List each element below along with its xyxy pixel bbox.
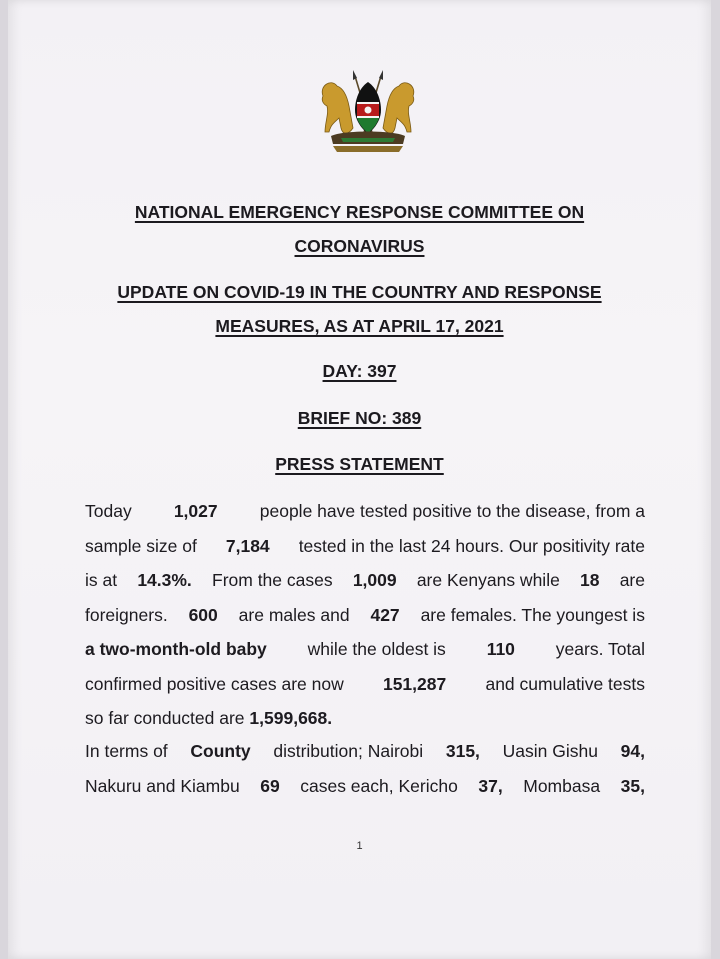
- text-span: is at: [85, 570, 118, 590]
- paragraph-line: [85, 563, 645, 598]
- text-span: Nakuru and Kiambu: [85, 775, 240, 796]
- text-span: confirmed positive cases are now: [85, 673, 344, 694]
- kenyans-value: 1,009: [352, 570, 397, 590]
- text-span: and cumulative tests: [485, 673, 645, 694]
- committee-heading-line1: NATIONAL EMERGENCY RESPONSE COMMITTEE ON: [134, 202, 585, 222]
- paragraph-line: [85, 494, 645, 529]
- paragraph-line: [85, 598, 645, 633]
- statement-paragraph: [85, 494, 645, 736]
- paragraph-line: [85, 769, 645, 804]
- total-cases-value: 151,287: [382, 673, 447, 694]
- nakuru-kiambu-value: 69: [260, 775, 280, 796]
- page-number: 1: [356, 840, 363, 852]
- text-span: are Kenyans while: [416, 570, 560, 590]
- coat-of-arms-icon: [313, 66, 423, 154]
- text-span: distribution; Nairobi: [273, 741, 424, 761]
- text-span: so far conducted are: [85, 708, 245, 728]
- nairobi-value: 315,: [445, 741, 480, 761]
- kericho-value: 37,: [478, 775, 503, 796]
- committee-heading-line2: CORONAVIRUS: [294, 236, 425, 256]
- text-span: Uasin Gishu: [502, 741, 598, 761]
- youngest-value: a two-month-old baby: [85, 639, 267, 659]
- new-cases-value: 1,027: [173, 501, 218, 521]
- text-span: Today: [85, 501, 132, 521]
- cumulative-tests-value: 1,599,668.: [249, 708, 333, 728]
- mombasa-value: 35,: [620, 775, 645, 796]
- foreigners-value: 18: [580, 570, 600, 590]
- text-span: people have tested positive to the disease, from a: [259, 501, 645, 521]
- oldest-value: 110: [486, 639, 515, 659]
- paragraph-line: [85, 701, 645, 736]
- text-span: From the cases: [212, 570, 333, 590]
- text-span: foreigners.: [85, 604, 168, 625]
- document-page: [8, 0, 711, 959]
- text-span: tested in the last 24 hours. Our positivity rate: [298, 535, 645, 556]
- update-heading-line2: MEASURES, AS AT APRIL 17, 2021: [215, 316, 504, 336]
- paragraph-line: [85, 734, 645, 769]
- text-span: years. Total: [555, 639, 645, 659]
- sample-size-value: 7,184: [225, 535, 270, 556]
- text-span: are males and: [238, 604, 350, 625]
- day-heading: DAY: 397: [322, 361, 397, 381]
- paragraph-line: [85, 667, 645, 702]
- males-value: 600: [188, 604, 218, 625]
- text-span: sample size of: [85, 535, 197, 556]
- paragraph-line: [85, 529, 645, 564]
- press-statement-heading: PRESS STATEMENT: [275, 454, 444, 474]
- text-span: are females. The youngest is: [420, 604, 645, 625]
- positivity-rate-value: 14.3%.: [137, 570, 192, 590]
- text-span: In terms of: [85, 741, 168, 761]
- females-value: 427: [370, 604, 400, 625]
- text-span: while the oldest is: [307, 639, 446, 659]
- text-span: cases each, Kericho: [300, 775, 458, 796]
- update-heading-line1: UPDATE ON COVID-19 IN THE COUNTRY AND RESPONSE: [117, 282, 602, 302]
- uasin-gishu-value: 94,: [620, 741, 645, 761]
- county-paragraph: [85, 734, 645, 803]
- paragraph-line: [85, 632, 645, 667]
- text-span: are: [619, 570, 645, 590]
- text-span: Mombasa: [523, 775, 601, 796]
- brief-heading: BRIEF NO: 389: [297, 408, 422, 428]
- county-label: County: [190, 741, 251, 761]
